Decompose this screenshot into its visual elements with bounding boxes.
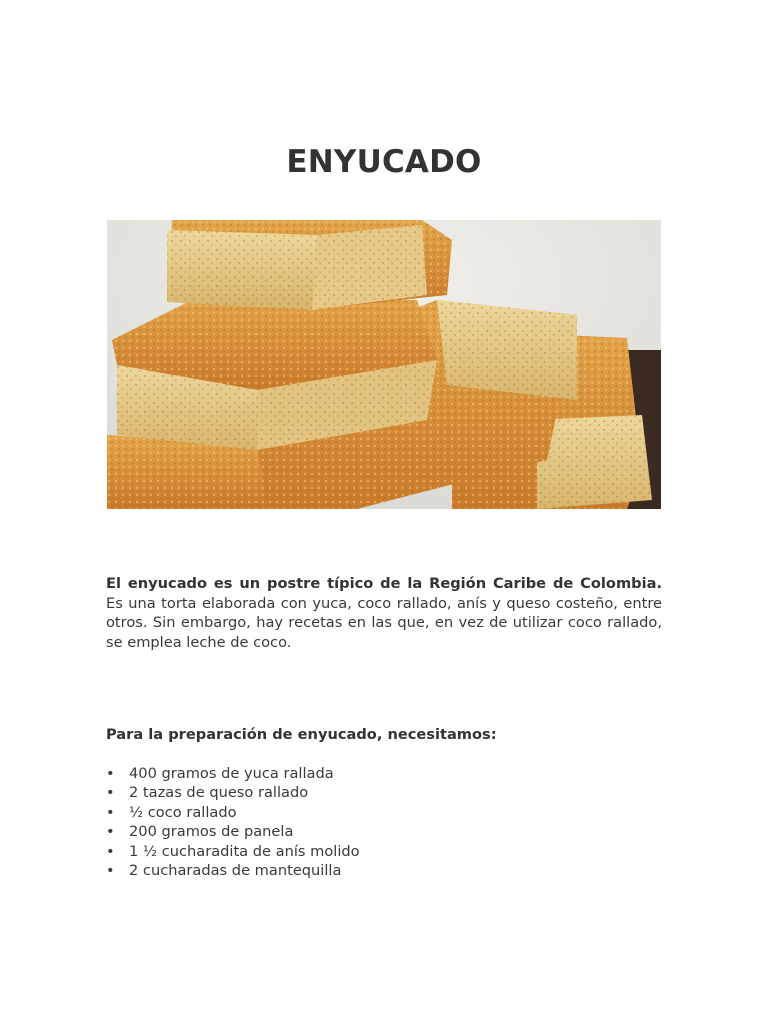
ingredient-text: 200 gramos de panela xyxy=(129,823,294,841)
ingredient-text: 400 gramos de yuca rallada xyxy=(129,765,334,782)
intro-body: Es una torta elaborada con yuca, coco rallado, anís y queso costeño, entre otros. Sin embargo, hay recetas en las que, en vez de utilizar coco rallado, se emplea leche de coco. xyxy=(106,594,662,651)
ingredients-list xyxy=(106,764,360,880)
list-item xyxy=(106,783,360,802)
list-item xyxy=(106,842,360,861)
ingredients-heading: Para la preparación de enyucado, necesitamos: xyxy=(106,726,497,743)
bullet-icon: • xyxy=(106,765,115,782)
bullet-icon: • xyxy=(106,862,115,880)
list-item xyxy=(106,803,360,822)
bullet-icon: • xyxy=(106,803,115,821)
ingredient-text: 2 tazas de queso rallado xyxy=(129,784,309,802)
ingredient-text: 2 cucharadas de mantequilla xyxy=(129,862,342,880)
bullet-icon: • xyxy=(106,823,115,841)
list-item xyxy=(106,822,360,841)
bullet-icon: • xyxy=(106,842,115,860)
intro-lead: El enyucado es un postre típico de la Región Caribe de Colombia. xyxy=(106,575,662,592)
list-item xyxy=(106,861,360,880)
list-item xyxy=(106,764,360,783)
intro-paragraph xyxy=(106,574,662,652)
enyucado-photo xyxy=(107,220,661,509)
ingredient-text: 1 ½ cucharadita de anís molido xyxy=(129,842,360,860)
ingredient-text: ½ coco rallado xyxy=(129,803,237,821)
page-title: ENYUCADO xyxy=(286,144,482,180)
bullet-icon: • xyxy=(106,784,115,802)
